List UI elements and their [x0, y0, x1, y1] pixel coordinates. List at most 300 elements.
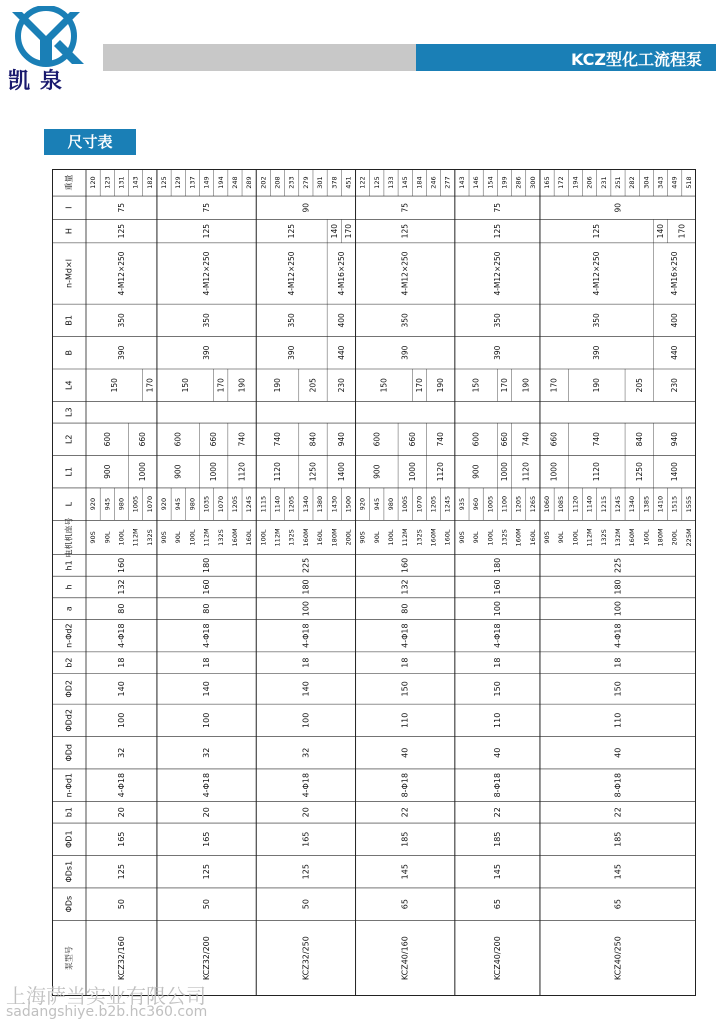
cell-model: KCZ32/200: [202, 936, 212, 981]
cell-motor: 160M: [628, 528, 637, 547]
cell-dd: 32: [202, 747, 212, 758]
column-header: L: [64, 501, 74, 507]
cell-motor: 90S: [457, 531, 466, 544]
cell-B: 390: [592, 345, 602, 360]
cell-L1: 1000: [549, 462, 559, 482]
cell-weight: 206: [585, 176, 594, 189]
cell-d1: 165: [202, 831, 212, 847]
cell-weight: 133: [387, 176, 395, 189]
cell-L: 1380: [316, 495, 325, 513]
cell-nd1: 4-Φ18: [116, 772, 126, 798]
column-header: H: [64, 228, 74, 235]
cell-weight: 343: [656, 176, 665, 189]
cell-L1: 1120: [237, 462, 247, 482]
cell-b2: 18: [116, 657, 126, 668]
cell-d1: 185: [400, 831, 410, 847]
cell-weight: 146: [472, 176, 481, 189]
column-header: B1: [64, 315, 74, 326]
cell-L1: 1250: [634, 462, 644, 482]
cell-motor: 132M: [613, 528, 622, 547]
cell-h: 160: [202, 579, 212, 595]
cell-L: 980: [188, 497, 197, 511]
cell-L2: 660: [549, 432, 559, 447]
cell-L: 1385: [642, 495, 651, 513]
cell-dd: 40: [492, 747, 502, 758]
cell-weight: 286: [514, 176, 523, 189]
cell-dd: 40: [613, 747, 623, 758]
cell-motor: 100L: [117, 529, 126, 546]
cell-L: 920: [89, 497, 98, 511]
cell-nd1: 4-Φ18: [301, 772, 311, 798]
column-header: ΦDs1: [64, 860, 74, 883]
cell-B1: 350: [202, 313, 212, 328]
cell-motor: 132S: [216, 529, 225, 546]
column-header: ΦD1: [64, 830, 74, 849]
cell-L4: 230: [670, 378, 680, 393]
cell-motor: 90S: [89, 531, 98, 544]
cell-L4: 170: [145, 378, 155, 393]
cell-h1: 160: [116, 557, 126, 574]
cell-motor: 112M: [273, 528, 282, 547]
cell-L4: 170: [549, 378, 559, 393]
cell-B1: 350: [287, 313, 297, 328]
cell-h1: 180: [492, 557, 502, 574]
cell-L4: 170: [414, 378, 424, 393]
cell-L: 1205: [429, 495, 438, 513]
cell-L2: 940: [670, 432, 680, 447]
cell-L: 980: [117, 497, 126, 511]
cell-L: 1500: [344, 495, 353, 513]
cell-nd2: 4-Φ18: [492, 623, 502, 648]
cell-h: 180: [613, 579, 623, 595]
cell-model: KCZ40/250: [613, 936, 623, 981]
cell-motor: 160M: [301, 528, 310, 547]
cell-B: 390: [492, 345, 502, 360]
column-header: n-Φd2: [64, 623, 74, 648]
cell-L: 1100: [500, 495, 509, 513]
column-header: n-Φd1: [64, 772, 74, 798]
cell-weight: 246: [429, 176, 438, 189]
cell-L4: 230: [336, 378, 346, 393]
column-header: h1: [64, 560, 74, 571]
cell-b1: 22: [400, 807, 410, 818]
cell-h1: 225: [613, 557, 623, 574]
cell-L: 1060: [543, 495, 552, 513]
cell-weight: 378: [330, 176, 339, 189]
cell-motor: 100L: [486, 529, 495, 546]
cell-model: KCZ40/160: [400, 936, 410, 981]
cell-L4: 205: [634, 378, 644, 393]
cell-nd1: 8-Φ18: [613, 772, 623, 798]
cell-motor: 160M: [429, 528, 438, 547]
cell-b2: 18: [202, 657, 212, 668]
column-header: b1: [64, 807, 74, 818]
cell-I: 90: [613, 202, 623, 213]
cell-nd2: 4-Φ18: [613, 623, 623, 648]
cell-a: 80: [400, 603, 410, 614]
cell-motor: 132S: [599, 529, 608, 546]
cell-d2: 140: [116, 681, 126, 697]
cell-weight: 143: [131, 176, 140, 189]
cell-L: 1410: [656, 495, 665, 513]
cell-L1: 1120: [521, 462, 531, 482]
cell-h1: 180: [202, 557, 212, 574]
cell-L2: 660: [209, 432, 219, 447]
header-gray-bar: [103, 44, 416, 71]
column-header: L2: [64, 434, 74, 445]
cell-weight: 154: [486, 176, 495, 189]
cell-weight: 251: [613, 176, 622, 189]
cell-nmd: 4-M12×250: [400, 251, 410, 296]
cell-motor: 200L: [344, 529, 353, 546]
cell-L: 1085: [557, 495, 566, 513]
cell-L: 1140: [585, 495, 594, 513]
cell-nd1: 4-Φ18: [202, 772, 212, 798]
cell-ds1: 125: [116, 864, 126, 880]
cell-weight: 518: [684, 176, 693, 189]
cell-motor: 160L: [642, 529, 651, 546]
cell-weight: 182: [145, 176, 154, 189]
cell-ds: 65: [492, 899, 502, 910]
cell-motor: 100L: [188, 529, 197, 546]
cell-a: 80: [202, 603, 212, 614]
cell-model: KCZ40/200: [492, 936, 502, 981]
cell-motor: 90L: [103, 531, 112, 544]
cell-ds1: 145: [613, 864, 623, 880]
cell-dd2: 110: [492, 712, 502, 728]
cell-weight: 202: [259, 176, 268, 189]
cell-motor: 160L: [245, 529, 254, 546]
cell-weight: 149: [202, 176, 211, 189]
cell-motor: 90L: [472, 531, 481, 544]
cell-H: 170: [677, 223, 687, 239]
cell-ds1: 145: [492, 864, 502, 880]
cell-L2: 740: [237, 432, 247, 447]
cell-a: 80: [116, 603, 126, 614]
cell-motor: 132S: [145, 529, 154, 546]
cell-dd2: 100: [301, 712, 311, 728]
cell-dd2: 100: [116, 712, 126, 728]
cell-L: 1205: [230, 495, 239, 513]
cell-L1: 900: [471, 464, 481, 479]
cell-dd2: 110: [400, 712, 410, 728]
header-bar: [416, 44, 716, 71]
cell-L4: 205: [308, 378, 318, 393]
cell-b1: 22: [613, 807, 623, 818]
cell-a: 100: [492, 600, 502, 617]
cell-weight: 199: [500, 176, 509, 189]
cell-weight: 165: [543, 176, 552, 189]
cell-weight: 143: [457, 176, 466, 189]
column-header: ΦDd: [64, 743, 74, 762]
cell-a: 100: [301, 600, 311, 617]
cell-B: 390: [116, 345, 126, 360]
cell-b1: 20: [116, 807, 126, 818]
cell-dd: 40: [400, 747, 410, 758]
cell-motor: 90L: [174, 531, 183, 544]
column-header: a: [64, 606, 74, 612]
cell-L: 1205: [287, 495, 296, 513]
cell-motor: 90S: [160, 531, 169, 544]
cell-B1: 350: [592, 313, 602, 328]
cell-weight: 233: [287, 176, 296, 189]
column-header: ΦD2: [64, 680, 74, 698]
watermark-url: sadangshiye.b2b.hc360.com: [6, 1004, 208, 1020]
cell-L1: 1250: [308, 462, 318, 482]
cell-weight: 123: [103, 176, 112, 189]
cell-L: 1430: [330, 495, 339, 513]
cell-dd: 32: [116, 747, 126, 758]
cell-L: 935: [457, 497, 466, 511]
cell-B: 390: [287, 345, 297, 360]
cell-L: 1070: [415, 495, 424, 513]
cell-nmd: 4-M12×250: [287, 251, 297, 296]
cell-nd2: 4-Φ18: [400, 623, 410, 648]
cell-L: 1005: [486, 495, 495, 513]
cell-L2: 600: [372, 432, 382, 447]
cell-L: 1005: [131, 495, 140, 513]
cell-weight: 449: [670, 176, 679, 189]
cell-weight: 301: [316, 176, 325, 189]
cell-L4: 170: [216, 378, 226, 393]
cell-L: 1215: [599, 495, 608, 513]
cell-weight: 137: [188, 176, 197, 189]
cell-L4: 190: [521, 378, 531, 393]
cell-d1: 185: [492, 831, 502, 847]
cell-L: 1070: [216, 495, 225, 513]
cell-weight: 282: [628, 176, 637, 189]
cell-weight: 277: [443, 176, 452, 189]
cell-L4: 190: [273, 378, 283, 393]
cell-motor: 100L: [571, 529, 580, 546]
cell-b2: 18: [613, 657, 623, 668]
cell-L: 920: [358, 497, 367, 511]
cell-L: 1340: [301, 495, 310, 513]
cell-I: 75: [202, 202, 212, 213]
cell-motor: 90S: [543, 531, 552, 544]
cell-weight: 194: [216, 176, 225, 189]
cell-weight: 279: [301, 176, 310, 189]
cell-L2: 600: [102, 432, 112, 447]
cell-motor: 90L: [557, 531, 566, 544]
cell-L4: 170: [499, 378, 509, 393]
cell-H: 125: [492, 223, 502, 239]
cell-L1: 1400: [670, 462, 680, 482]
cell-ds: 50: [202, 899, 212, 910]
cell-L: 980: [387, 497, 395, 511]
cell-motor: 160M: [514, 528, 523, 547]
cell-motor: 132S: [415, 529, 424, 546]
cell-weight: 231: [599, 176, 608, 189]
cell-L2: 660: [407, 432, 417, 447]
cell-L: 945: [174, 497, 183, 511]
cell-L2: 600: [173, 432, 183, 447]
cell-L4: 190: [436, 378, 446, 393]
cell-h: 132: [116, 579, 126, 595]
cell-ds: 50: [301, 899, 311, 910]
cell-motor: 132S: [500, 529, 509, 546]
section-title: 尺寸表: [44, 129, 136, 155]
cell-weight: 120: [89, 176, 98, 189]
cell-nmd: 4-M12×250: [116, 251, 126, 296]
column-header: 重量: [64, 174, 74, 191]
cell-L2: 740: [273, 432, 283, 447]
cell-H: 125: [116, 223, 126, 239]
cell-L: 920: [160, 497, 169, 511]
cell-motor: 132S: [287, 529, 296, 546]
cell-d1: 165: [301, 831, 311, 847]
cell-H: 125: [287, 223, 297, 239]
column-header: h: [64, 584, 74, 590]
cell-a: 100: [613, 600, 623, 617]
cell-motor: 90S: [358, 531, 367, 544]
cell-ds1: 125: [301, 864, 311, 880]
cell-I: 75: [492, 202, 502, 213]
column-header: b2: [64, 657, 74, 668]
cell-b2: 18: [400, 657, 410, 668]
cell-L1: 900: [372, 464, 382, 479]
column-header: 电机机座号: [64, 517, 74, 558]
column-header: B: [64, 350, 74, 356]
cell-weight: 145: [401, 176, 410, 189]
cell-weight: 125: [160, 176, 169, 189]
cell-nd2: 4-Φ18: [301, 623, 311, 648]
cell-L2: 840: [634, 432, 644, 447]
cell-L2: 840: [308, 432, 318, 447]
cell-weight: 184: [415, 176, 424, 189]
cell-h1: 225: [301, 557, 311, 574]
cell-L: 1340: [628, 495, 637, 513]
cell-ds1: 125: [202, 864, 212, 880]
cell-weight: 194: [571, 176, 580, 189]
column-header: I: [64, 206, 74, 209]
cell-L: 1555: [684, 495, 693, 513]
cell-nmd: 4-M16×250: [670, 251, 680, 296]
cell-b2: 18: [492, 657, 502, 668]
column-header: L1: [64, 466, 74, 477]
cell-model: KCZ32/160: [116, 936, 126, 981]
cell-L: 1115: [259, 495, 268, 513]
cell-L: 1245: [443, 495, 452, 513]
cell-L2: 660: [138, 432, 148, 447]
cell-motor: 225M: [684, 528, 693, 547]
cell-dd2: 100: [202, 712, 212, 728]
column-header: L3: [64, 407, 74, 418]
cell-L1: 1000: [407, 462, 417, 482]
cell-h: 180: [301, 579, 311, 595]
cell-h: 132: [400, 579, 410, 595]
cell-L1: 900: [102, 464, 112, 479]
cell-I: 75: [400, 202, 410, 213]
cell-weight: 289: [245, 176, 254, 189]
cell-weight: 304: [642, 176, 651, 189]
cell-H: 125: [202, 223, 212, 239]
cell-L: 1245: [245, 495, 254, 513]
cell-L: 1245: [613, 495, 622, 513]
cell-b1: 20: [301, 807, 311, 818]
cell-B1: 350: [400, 313, 410, 328]
cell-dd2: 110: [613, 712, 623, 728]
cell-motor: 160L: [528, 529, 537, 546]
cell-L1: 1400: [336, 462, 346, 482]
cell-motor: 160L: [443, 529, 452, 546]
cell-L: 1035: [202, 495, 211, 513]
cell-H: 170: [343, 223, 353, 239]
cell-B1: 400: [670, 313, 680, 328]
cell-weight: 125: [372, 176, 381, 189]
cell-b1: 20: [202, 807, 212, 818]
cell-d2: 140: [301, 681, 311, 697]
cell-L2: 740: [592, 432, 602, 447]
cell-ds: 50: [116, 899, 126, 910]
logo-text: 凯泉: [8, 69, 73, 94]
cell-L4: 150: [379, 378, 389, 393]
cell-B: 390: [202, 345, 212, 360]
cell-B1: 400: [336, 313, 346, 328]
cell-d1: 185: [613, 831, 623, 847]
cell-L1: 1000: [209, 462, 219, 482]
cell-weight: 208: [273, 176, 282, 189]
cell-motor: 160M: [230, 528, 239, 547]
cell-nd1: 8-Φ18: [492, 772, 502, 798]
cell-nmd: 4-M12×250: [202, 251, 212, 296]
cell-d2: 150: [400, 681, 410, 697]
cell-dd: 32: [301, 747, 311, 758]
cell-motor: 112M: [131, 528, 140, 547]
cell-L: 1120: [571, 495, 580, 513]
cell-motor: 112M: [585, 528, 594, 547]
cell-L4: 150: [471, 378, 481, 393]
cell-L2: 740: [521, 432, 531, 447]
column-header: ΦDs: [64, 895, 74, 913]
cell-L: 945: [103, 497, 112, 511]
cell-B: 390: [400, 345, 410, 360]
cell-b1: 22: [492, 807, 502, 818]
cell-L: 1005: [401, 495, 410, 513]
cell-b2: 18: [301, 657, 311, 668]
cell-d1: 165: [116, 831, 126, 847]
cell-h: 160: [492, 579, 502, 595]
column-header: 泵型号: [64, 946, 74, 971]
column-header: ΦDd2: [64, 709, 74, 732]
cell-L1: 1000: [138, 462, 148, 482]
cell-nmd: 4-M16×250: [336, 251, 346, 296]
cell-ds: 65: [613, 899, 623, 910]
cell-weight: 122: [358, 176, 367, 189]
cell-B1: 350: [492, 313, 502, 328]
cell-L: 945: [372, 497, 381, 511]
cell-weight: 129: [174, 176, 183, 189]
dimension-table: [52, 169, 696, 996]
cell-L2: 600: [471, 432, 481, 447]
cell-B1: 350: [116, 313, 126, 328]
cell-motor: 112M: [401, 528, 410, 547]
cell-L: 1070: [145, 495, 154, 513]
cell-weight: 248: [230, 176, 239, 189]
cell-I: 90: [301, 202, 311, 213]
cell-H: 140: [329, 223, 339, 239]
cell-L4: 190: [237, 378, 247, 393]
cell-L: 1140: [273, 495, 282, 513]
cell-motor: 200L: [670, 529, 679, 546]
cell-H: 125: [592, 223, 602, 239]
cell-L2: 660: [499, 432, 509, 447]
cell-nmd: 4-M12×250: [592, 251, 602, 296]
cell-ds1: 145: [400, 864, 410, 880]
cell-motor: 160L: [316, 529, 325, 546]
cell-L1: 1000: [499, 462, 509, 482]
cell-motor: 100L: [259, 529, 268, 546]
